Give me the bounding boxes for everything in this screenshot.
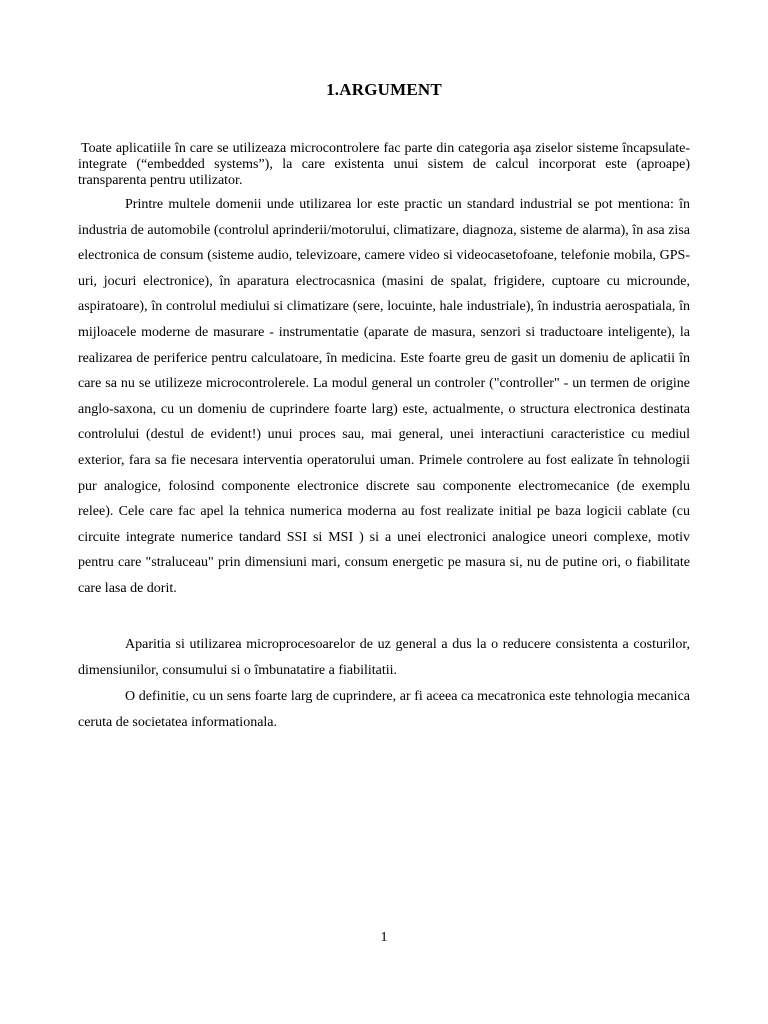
paragraph-definition: O definitie, cu un sens foarte larg de cuprindere, ar fi aceea ca mecatronica este tehnologia mecanica ceruta de societatea informationala.	[78, 689, 690, 730]
paragraph-microprocessors: Aparitia si utilizarea microprocesoarelor de uz general a dus la o reducere consistenta a costurilor, dimensiunilor, consumului si o îmbunatatire a fiabilitatii.	[78, 637, 690, 678]
page-title: 1.ARGUMENT	[326, 80, 442, 99]
page-number: 1	[380, 930, 388, 945]
paragraph-intro: Toate aplicatiile în care se utilizeaza microcontrolere fac parte din categoria aşa ziselor sisteme încapsulate-integrate (“embedded systems”), la care existenta unui sistem de calcul incorporat este (aproape) transparenta pentru utilizator.	[78, 141, 690, 188]
paragraph-domains: Printre multele domenii unde utilizarea lor este practic un standard industrial se pot mentiona: în industria de automobile (controlul aprinderii/motorului, climatizare, diagnoza, sisteme de alarma), în asa zisa electronica de consum (sisteme audio, televizoare, camere video si videocasetofoane, telefonie mobila, GPS-uri, jocuri electronice), în aparatura electrocasnica (masini de spalat, frigidere, cuptoare cu microunde, aspiratoare), în controlul mediului si climatizare (sere, locuinte, hale industriale), în industria aerospatiala, în mijloacele moderne de masurare - instrumentatie (aparate de masura, senzori si traductoare inteligente), la realizarea de periferice pentru calculatoare, în medicina. Este foarte greu de gasit un domeniu de aplicatii în care sa nu se utilizeze microcontrolerele. La modul general un controler ("controller" - un termen de origine anglo-saxona, cu un domeniu de cuprindere foarte larg) este, actualmente, o structura electronica destinata controlului (destul de evident!) unui proces sau, mai general, unei interactiuni caracteristice cu mediul exterior, fara sa fie necesara interventia operatorului uman. Primele controlere au fost ealizate în tehnologii pur analogice, folosind componente electronice discrete sau componente electromecanice (de exemplu relee). Cele care fac apel la tehnica numerica moderna au fost realizate initial pe baza logicii cablate (cu circuite integrate numerice tandard SSI si MSI ) si a unei electronici analogice uneori complexe, motiv pentru care "straluceau" prin dimensiuni mari, consum energetic pe masura si, nu de putine ori, o fiabilitate care lasa de dorit.	[78, 197, 690, 596]
